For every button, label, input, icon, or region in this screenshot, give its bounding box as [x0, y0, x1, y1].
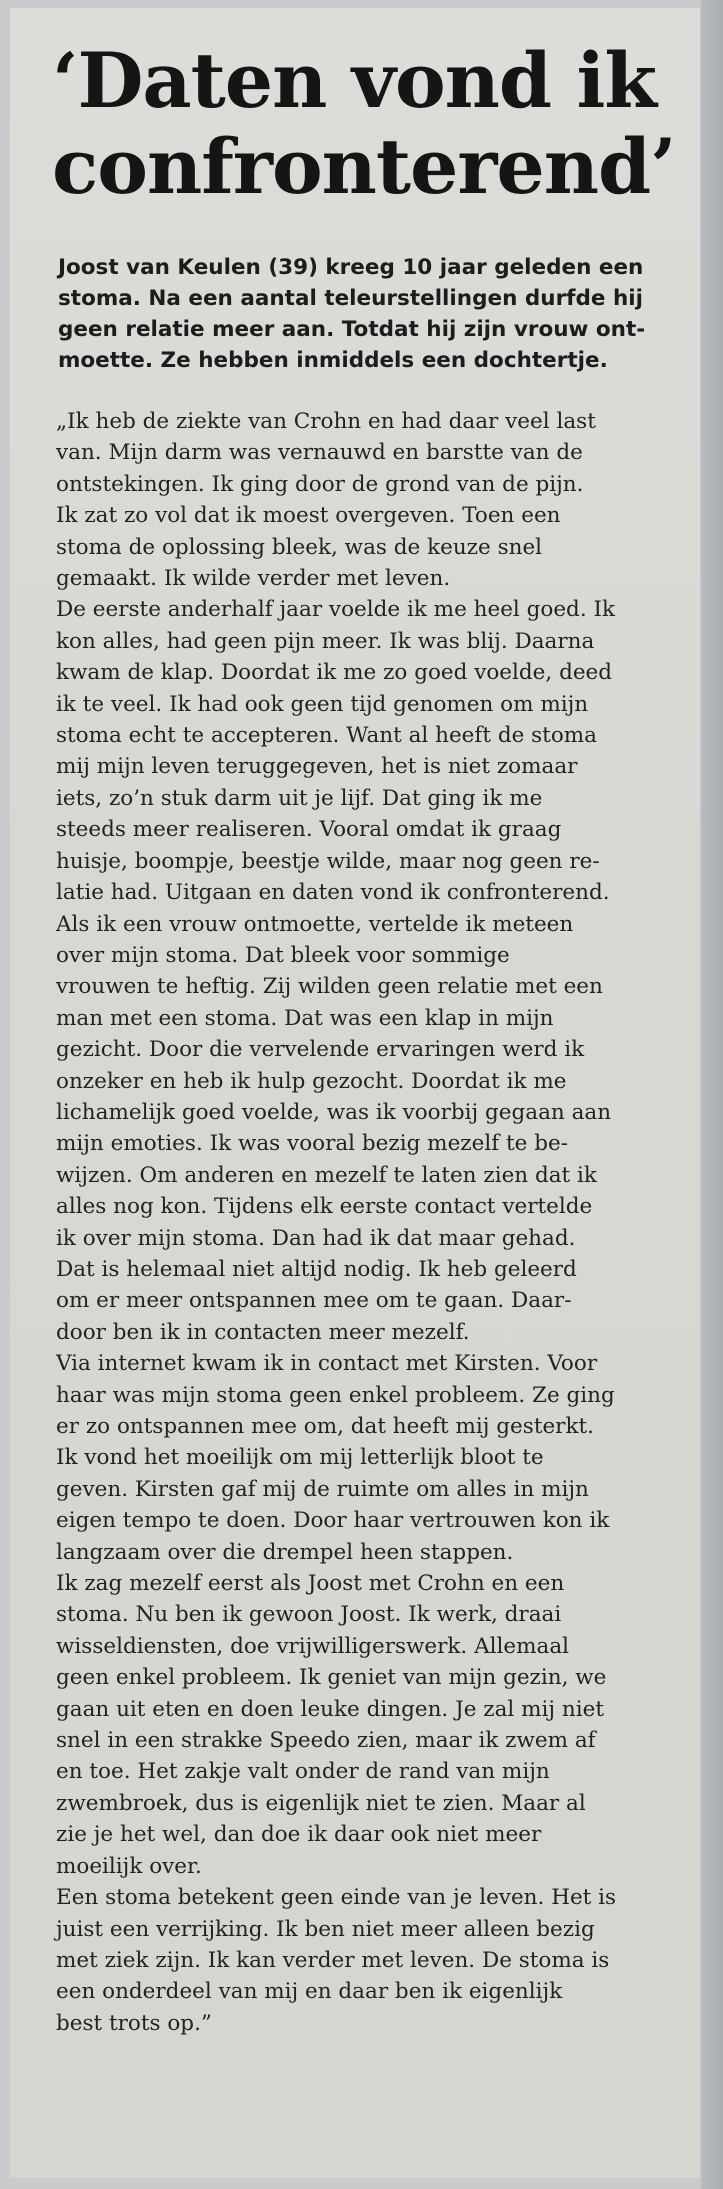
- newspaper-clipping: [10, 8, 700, 2178]
- body-line: huisje, boompje, beestje wilde, maar nog geen re-: [56, 848, 600, 874]
- body-line: om er meer ontspannen mee om te gaan. Daar-: [56, 1288, 572, 1314]
- body-line: De eerste anderhalf jaar voelde ik me heel goed. Ik: [56, 597, 616, 623]
- body-line: man met een stoma. Dat was een klap in mijn: [56, 1005, 554, 1031]
- body-line: ik over mijn stoma. Dan had ik dat maar gehad.: [56, 1225, 576, 1251]
- body-line: een onderdeel van mij en daar ben ik eigenlijk: [56, 1979, 563, 2005]
- body-line: mijn emoties. Ik was vooral bezig mezelf te be-: [56, 1131, 568, 1157]
- intro-line: geen relatie meer aan. Totdat hij zijn vrouw ont-: [58, 317, 646, 342]
- body-line: snel in een strakke Speedo zien, maar ik zwem af: [56, 1728, 596, 1754]
- body-line: Via internet kwam ik in contact met Kirsten. Voor: [56, 1351, 598, 1377]
- body-line: juist een verrijking. Ik ben niet meer alleen bezig: [56, 1916, 595, 1942]
- headline-line: ‘Daten vond ik: [52, 36, 657, 125]
- body-line: ik te veel. Ik had ook geen tijd genomen om mijn: [56, 691, 589, 717]
- body-line: kon alles, had geen pijn meer. Ik was blij. Daarna: [56, 628, 595, 654]
- body-line: Dat is helemaal niet altijd nodig. Ik heb geleerd: [56, 1256, 577, 1282]
- body-line: moeilijk over.: [56, 1853, 202, 1879]
- body-line: wisseldiensten, doe vrijwilligerswerk. Allemaal: [56, 1633, 570, 1659]
- body-line: gezicht. Door die vervelende ervaringen werd ik: [56, 1037, 585, 1063]
- body-line: van. Mijn darm was vernauwd en barstte van de: [56, 440, 583, 466]
- body-line: „Ik heb de ziekte van Crohn en had daar veel last: [56, 409, 596, 434]
- body-line: Als ik een vrouw ontmoette, vertelde ik meteen: [56, 911, 574, 937]
- body-line: onzeker en heb ik hulp gezocht. Doordat ik me: [56, 1068, 567, 1094]
- body-line: latie had. Uitgaan en daten vond ik confronterend.: [56, 880, 610, 906]
- body-line: geven. Kirsten gaf mij de ruimte om alles in mijn: [56, 1476, 589, 1502]
- body-line: geen enkel probleem. Ik geniet van mijn gezin, we: [56, 1665, 607, 1691]
- body-line: Ik zag mezelf eerst als Joost met Crohn en een: [56, 1571, 565, 1597]
- intro-line: moette. Ze hebben inmiddels een dochtertje.: [58, 348, 608, 373]
- body-line: met ziek zijn. Ik kan verder met leven. De stoma is: [56, 1947, 610, 1973]
- body-line: door ben ik in contacten meer mezelf.: [56, 1319, 470, 1345]
- body-line: mij mijn leven teruggegeven, het is niet zomaar: [56, 754, 578, 780]
- body-line: stoma. Nu ben ik gewoon Joost. Ik werk, draai: [56, 1602, 562, 1628]
- body-line: haar was mijn stoma geen enkel probleem. Ze ging: [56, 1382, 615, 1408]
- body-line: eigen tempo te doen. Door haar vertrouwen kon ik: [56, 1508, 610, 1534]
- body-line: zwembroek, dus is eigenlijk niet te zien. Maar al: [56, 1790, 586, 1816]
- body-line: stoma echt te accepteren. Want al heeft de stoma: [56, 723, 597, 749]
- body-line: alles nog kon. Tijdens elk eerste contact vertelde: [56, 1194, 593, 1220]
- body-line: lichamelijk goed voelde, was ik voorbij gegaan aan: [56, 1099, 612, 1125]
- intro-line: Joost van Keulen (39) kreeg 10 jaar geleden een: [58, 255, 644, 280]
- body-line: Ik vond het moeilijk om mij letterlijk bloot te: [56, 1445, 544, 1471]
- intro-paragraph: [58, 252, 670, 376]
- body-line: vrouwen te heftig. Zij wilden geen relatie met een: [56, 974, 603, 1000]
- body-line: wijzen. Om anderen en mezelf te laten zien dat ik: [56, 1162, 597, 1188]
- body-line: stoma de oplossing bleek, was de keuze snel: [56, 534, 543, 560]
- body-line: iets, zo’n stuk darm uit je lijf. Dat ging ik me: [56, 785, 543, 811]
- headline: [52, 36, 676, 211]
- body-line: langzaam over die drempel heen stappen.: [56, 1539, 514, 1565]
- body-line: best trots op.”: [56, 2010, 212, 2036]
- body-line: Een stoma betekent geen einde van je leven. Het is: [56, 1885, 617, 1911]
- body-line: er zo ontspannen mee om, dat heeft mij gesterkt.: [56, 1414, 594, 1439]
- body-line: over mijn stoma. Dat bleek voor sommige: [56, 942, 510, 968]
- article-body: [56, 406, 670, 2039]
- body-line: zie je het wel, dan doe ik daar ook niet meer: [56, 1822, 542, 1848]
- body-line: en toe. Het zakje valt onder de rand van mijn: [56, 1759, 550, 1785]
- body-line: Ik zat zo vol dat ik moest overgeven. Toen een: [56, 503, 561, 529]
- headline-line: confronterend’: [52, 122, 676, 211]
- body-line: gaan uit eten en doen leuke dingen. Je zal mij niet: [56, 1696, 604, 1722]
- page-edge: [701, 0, 723, 2189]
- body-line: gemaakt. Ik wilde verder met leven.: [56, 566, 451, 592]
- body-line: ontstekingen. Ik ging door de grond van de pijn.: [56, 471, 584, 497]
- intro-line: stoma. Na een aantal teleurstellingen durfde hij: [58, 286, 644, 311]
- body-line: steeds meer realiseren. Vooral omdat ik graag: [56, 817, 562, 843]
- body-line: kwam de klap. Doordat ik me zo goed voelde, deed: [56, 660, 613, 686]
